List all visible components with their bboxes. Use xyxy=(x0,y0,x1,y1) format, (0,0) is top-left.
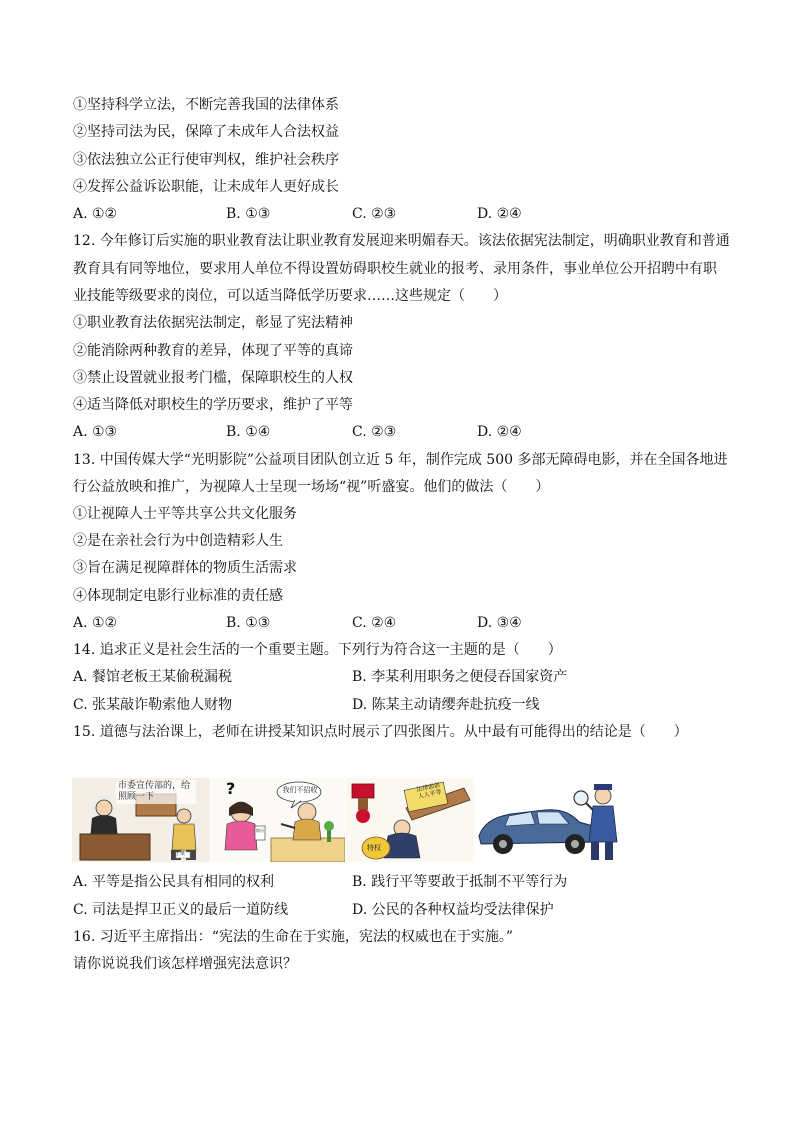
q15-picture-3 xyxy=(346,778,474,862)
q14-option-a: A. 餐馆老板王某偷税漏税 xyxy=(73,669,233,685)
q15-stem: 15. 道德与法治课上，老师在讲授某知识点时展示了四张图片。从中最有可能得出的结论是（ ） xyxy=(73,724,688,740)
q11-option-d: D. ②④ xyxy=(477,206,522,222)
q13-statement-2: ②是在亲社会行为中创造精彩人生 xyxy=(73,533,283,549)
q15-option-b: B. 践行平等要敢于抵制不平等行为 xyxy=(352,874,568,890)
q14-stem: 14. 追求正义是社会生活的一个重要主题。下列行为符合这一主题的是（ ） xyxy=(73,642,562,658)
q13-option-c: C. ②④ xyxy=(352,615,397,631)
q11-statement-4: ④发挥公益诉讼职能，让未成年人更好成长 xyxy=(73,179,339,195)
q15-picture-2 xyxy=(211,778,345,862)
q12-statement-2: ②能消除两种教育的差异，体现了平等的真谛 xyxy=(73,343,353,359)
q14-option-d: D. 陈某主动请缨奔赴抗疫一线 xyxy=(352,697,540,713)
q12-option-d: D. ②④ xyxy=(477,424,522,440)
q15-picture-1-sign-text: 市委宣传部的，给照顾一下 xyxy=(116,780,196,804)
q12-stem-line-3: 业技能等级要求的岗位，可以适当降低学历要求……这些规定（ ） xyxy=(73,288,507,304)
q15-option-c: C. 司法是捍卫正义的最后一道防线 xyxy=(73,902,289,918)
q11-option-a: A. ①② xyxy=(73,206,118,222)
q12-stem-line-1: 12. 今年修订后实施的职业教育法让职业教育发展迎来明媚春天。该法依据宪法制定，明确职业教育和普通 xyxy=(73,233,730,249)
q12-stem-line-2: 教育具有同等地位，要求用人单位不得设置妨碍职校生就业的报考、录用条件，事业单位公开招聘中有职 xyxy=(73,261,717,277)
q12-option-b: B. ①④ xyxy=(226,424,271,440)
q15-picture-3-sign-text: 法律面前人人平等 xyxy=(415,781,443,801)
q15-picture-2-paper-text: 简历 xyxy=(256,828,264,833)
q13-option-d: D. ③④ xyxy=(477,615,522,631)
q13-option-a: A. ①② xyxy=(73,615,118,631)
q15-picture-3-bag-text: 特权 xyxy=(367,844,381,852)
q12-option-a: A. ①③ xyxy=(73,424,118,440)
q11-statement-1: ①坚持科学立法，不断完善我国的法律体系 xyxy=(73,97,339,113)
q12-statement-3: ③禁止设置就业报考门槛，保障职校生的人权 xyxy=(73,370,353,386)
q16-prompt: 请你说说我们该怎样增强宪法意识？ xyxy=(73,956,297,972)
q15-picture-2-question-mark: ? xyxy=(226,779,236,798)
q15-picture-1 xyxy=(72,778,210,862)
q14-option-c: C. 张某敲诈勒索他人财物 xyxy=(73,697,233,713)
q15-picture-strip xyxy=(72,778,624,862)
q12-statement-4: ④适当降低对职校生的学历要求，维护了平等 xyxy=(73,397,353,413)
q13-statement-4: ④体现制定电影行业标准的责任感 xyxy=(73,588,283,604)
q15-option-d: D. 公民的各种权益均受法律保护 xyxy=(352,902,554,918)
q14-option-b: B. 李某利用职务之便侵吞国家资产 xyxy=(352,669,568,685)
q13-statement-1: ①让视障人士平等共享公共文化服务 xyxy=(73,506,297,522)
q11-statement-3: ③依法独立公正行使审判权，维护社会秩序 xyxy=(73,152,339,168)
q15-picture-2-bubble-text: 我们不招收 xyxy=(282,786,318,794)
q16-stem: 16. 习近平主席指出：“宪法的生命在于实施，宪法的权威也在于实施。” xyxy=(73,929,514,945)
q11-statement-2: ②坚持司法为民，保障了未成年人合法权益 xyxy=(73,124,339,140)
q12-statement-1: ①职业教育法依据宪法制定，彰显了宪法精神 xyxy=(73,315,353,331)
q15-option-a: A. 平等是指公民具有相同的权利 xyxy=(73,874,275,890)
q13-statement-3: ③旨在满足视障群体的物质生活需求 xyxy=(73,560,297,576)
q13-stem-line-2: 行公益放映和推广，为视障人士呈现一场场“视”听盛宴。他们的做法（ ） xyxy=(73,479,550,495)
q15-picture-1-tag-text: 王某 xyxy=(175,851,186,857)
q15-picture-4 xyxy=(475,778,624,862)
q12-option-c: C. ②③ xyxy=(352,424,397,440)
q13-option-b: B. ①③ xyxy=(226,615,271,631)
q13-stem-line-1: 13. 中国传媒大学“光明影院”公益项目团队创立近 5 年，制作完成 500 多部无障碍电影，并在全国各地进 xyxy=(73,452,728,468)
q11-option-c: C. ②③ xyxy=(352,206,397,222)
q11-option-b: B. ①③ xyxy=(226,206,271,222)
